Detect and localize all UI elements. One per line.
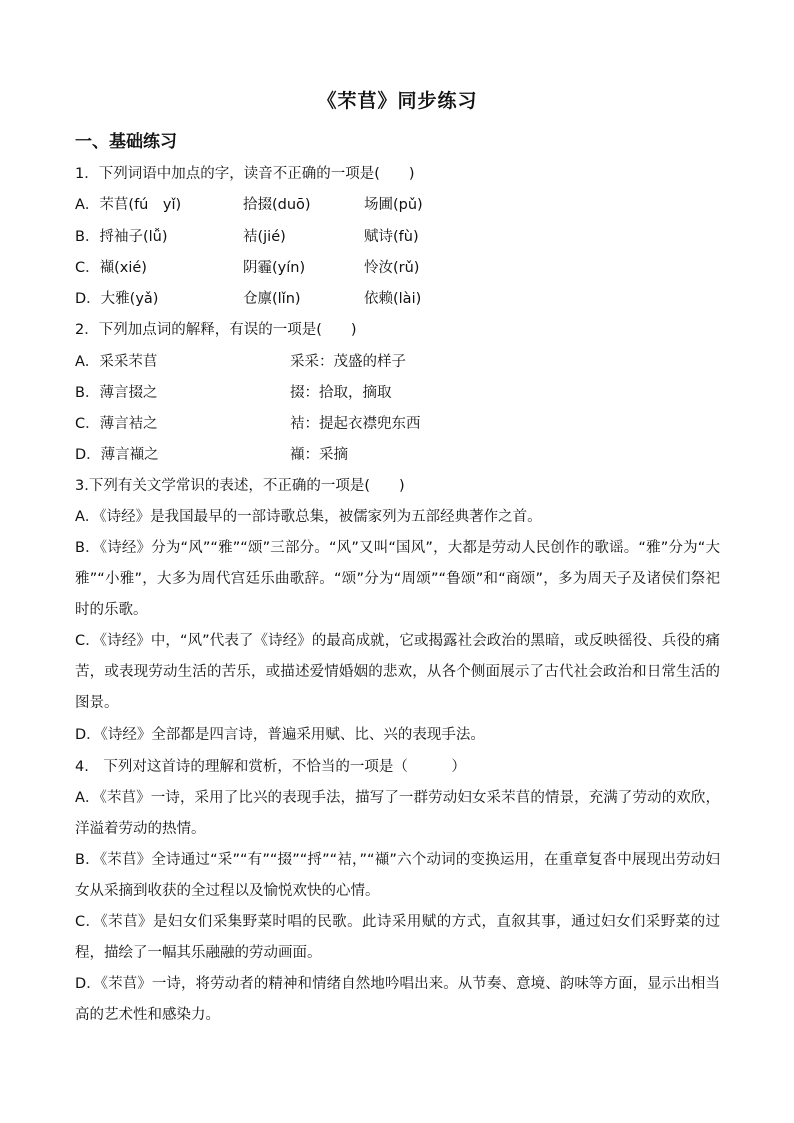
q2-b-def: 掇：拾取，摘取 — [290, 385, 392, 401]
q2-b-term: B．薄言掇之 — [75, 385, 158, 401]
q4-stem: 4. 下列对这首诗的理解和赏析，不恰当的一项是（ ） — [75, 759, 466, 775]
q2-c-def: 袺：提起衣襟兜东西 — [290, 416, 421, 432]
q1-c-3: 怜汝(rǔ) — [364, 260, 420, 276]
q1-stem: 1．下列词语中加点的字，读音不正确的一项是( ) — [75, 166, 415, 182]
q1-b-1: B．捋袖子(lǚ) — [75, 229, 168, 245]
q4-option-a: A．《芣苢》一诗，采用了比兴的表现手法，描写了一群劳动妇女采芣苢的情景，充满了劳动的欢欣，洋溢着劳动的热情。 — [75, 790, 720, 837]
q3-option-a: A．《诗经》是我国最早的一部诗歌总集，被儒家列为五部经典著作之首。 — [75, 509, 542, 525]
q3-option-d: D．《诗经》全部都是四言诗，普遍采用赋、比、兴的表现手法。 — [75, 727, 485, 743]
q1-a-1: A．芣苢(fú yǐ) — [75, 197, 182, 213]
q1-d-1: D．大雅(yǎ) — [75, 291, 159, 307]
q2-a-def: 采采：茂盛的样子 — [290, 354, 406, 370]
q1-d-3: 依赖(lài) — [364, 291, 422, 307]
q4-option-b: B．《芣苢》全诗通过“采”“有”“掇”“捋”“袺，”“襭”六个动词的变换运用，在重章复沓中展现出劳动妇女从采摘到收获的全过程以及愉悦欢快的心情。 — [75, 852, 720, 899]
q1-b-2: 袺(jié) — [243, 229, 286, 245]
q2-stem: 2．下列加点词的解释，有误的一项是( ) — [75, 322, 357, 338]
q2-d-def: 襭：采摘 — [290, 447, 348, 463]
q4-option-d: D．《芣苢》一诗，将劳动者的精神和情绪自然地吟唱出来。从节奏、意境、韵味等方面，显示出相当高的艺术性和感染力。 — [75, 976, 720, 1023]
q1-c-1: C．襭(xié) — [75, 260, 147, 276]
q1-b-3: 赋诗(fù) — [364, 229, 419, 245]
q2-c-term: C．薄言袺之 — [75, 416, 158, 432]
q3-option-c: C．《诗经》中，“风”代表了《诗经》的最高成就，它或揭露社会政治的黑暗，或反映徭役、兵役的痛苦，或表现劳动生活的苦乐，或描述爱情婚姻的悲欢，从各个侧面展示了古代社会政治和日常生活的图景。 — [75, 633, 720, 711]
q1-a-3: 场圃(pǔ) — [364, 197, 423, 213]
q2-a-term: A．采采芣苢 — [75, 354, 158, 370]
q1-c-2: 阴霾(yín) — [243, 260, 306, 276]
q1-d-2: 仓廪(lǐn) — [243, 291, 301, 307]
q3-option-b: B．《诗经》分为“风”“雅”“颂”三部分。“风”又叫“国风”，大都是劳动人民创作的歌谣。“雅”分为“大雅”“小雅”，大多为周代宫廷乐曲歌辞。“颂”分为“周颂”“鲁颂”和“商颂”，多为周天子及诸侯们祭祀时的乐歌。 — [75, 540, 720, 618]
q2-d-term: D．薄言襭之 — [75, 447, 159, 463]
q4-option-c: C．《芣苢》是妇女们采集野菜时唱的民歌。此诗采用赋的方式，直叙其事，通过妇女们采野菜的过程，描绘了一幅其乐融融的劳动画面。 — [75, 914, 720, 961]
page-title: 《芣苢》同步练习 — [317, 90, 478, 112]
q1-a-2: 拾掇(duō) — [243, 197, 311, 213]
q3-stem: 3.下列有关文学常识的表述，不正确的一项是( ) — [75, 478, 405, 494]
section-heading: 一、基础练习 — [75, 132, 177, 152]
